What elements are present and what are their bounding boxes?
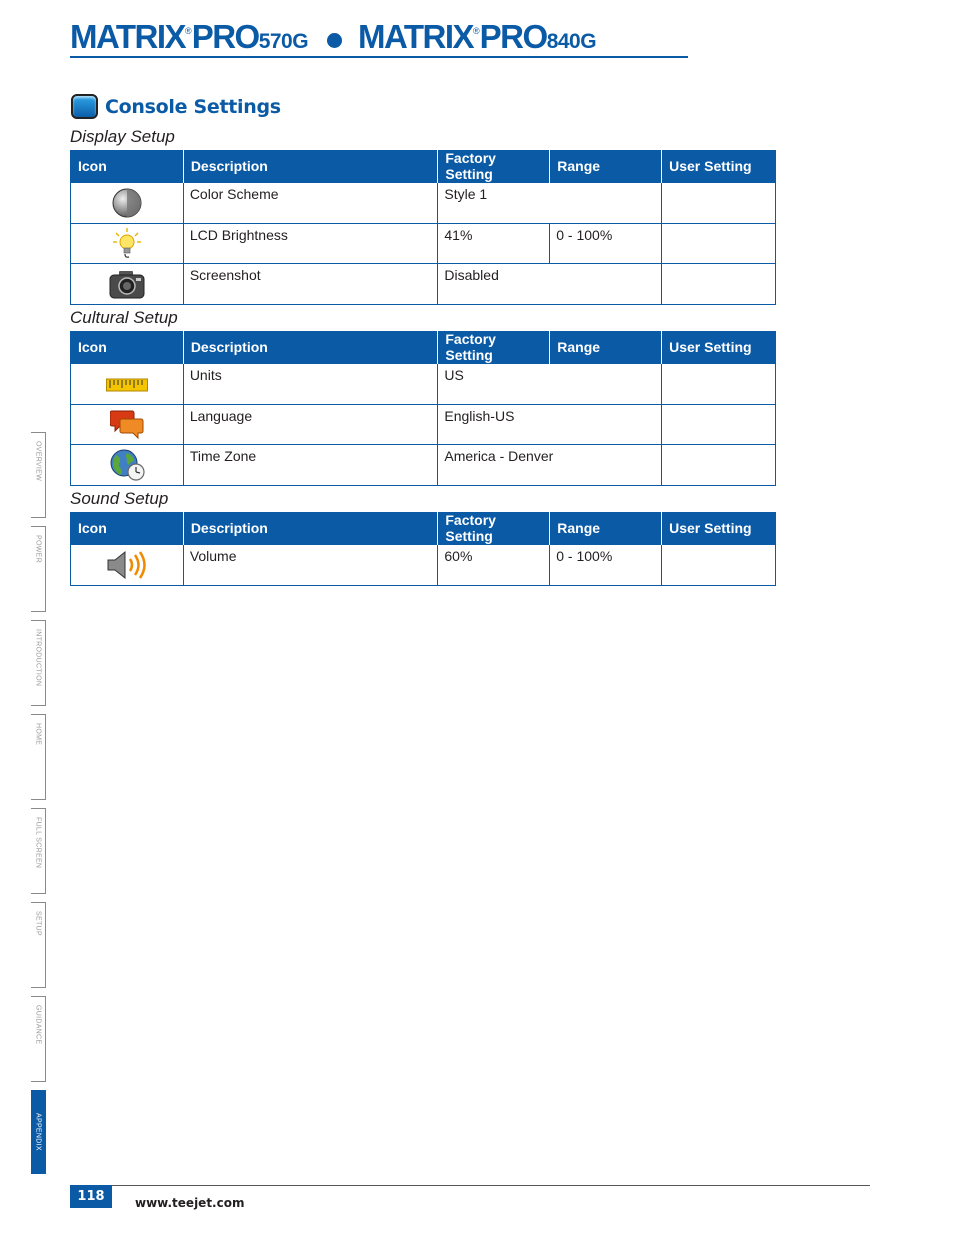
column-header-range: Range <box>550 331 662 364</box>
description-cell: Volume <box>183 545 438 586</box>
table-row <box>71 364 776 405</box>
user-setting-cell[interactable] <box>662 545 776 586</box>
product-a <box>70 18 308 56</box>
icon-cell <box>71 223 184 264</box>
product-b-model: 840G <box>546 30 597 53</box>
factory-setting-cell: English-US <box>438 404 662 445</box>
table-row <box>71 545 776 586</box>
column-header-icon: Icon <box>71 512 184 545</box>
lightbulb-icon <box>112 227 142 259</box>
tab-guidance[interactable] <box>31 996 46 1082</box>
description-cell: Language <box>183 404 438 445</box>
color-scheme-icon <box>111 187 143 219</box>
table-row <box>71 404 776 445</box>
page-number: 118 <box>70 1185 112 1208</box>
factory-setting-cell: US <box>438 364 662 405</box>
registered-mark: ® <box>473 26 480 36</box>
cultural-setup-table <box>70 331 776 486</box>
factory-setting-cell: Style 1 <box>438 183 662 224</box>
description-cell: Screenshot <box>183 264 438 305</box>
section-heading <box>71 94 281 119</box>
product-a-model: 570G <box>258 30 309 53</box>
icon-cell <box>71 545 184 586</box>
header-rule <box>70 56 688 58</box>
page-title: Console Settings <box>105 95 281 118</box>
tab-label: SETUP <box>34 911 42 936</box>
user-setting-cell[interactable] <box>662 364 776 405</box>
description-cell: LCD Brightness <box>183 223 438 264</box>
user-setting-cell[interactable] <box>662 264 776 305</box>
globe-clock-icon <box>109 449 145 481</box>
tab-label: FULL SCREEN <box>34 817 42 869</box>
speech-bubbles-icon <box>110 408 144 440</box>
column-header-user-setting: User Setting <box>662 331 776 364</box>
tab-label: INTRODUCTION <box>34 629 42 687</box>
product-a-name: MATRIX <box>70 18 186 55</box>
table-header-row <box>71 331 776 364</box>
range-cell: 0 - 100% <box>550 545 662 586</box>
tab-label: POWER <box>34 535 42 563</box>
user-setting-cell[interactable] <box>662 445 776 486</box>
tab-label: OVERVIEW <box>34 441 42 482</box>
user-setting-cell[interactable] <box>662 404 776 445</box>
display-setup-heading: Display Setup <box>70 127 175 146</box>
tab-setup[interactable] <box>31 902 46 988</box>
speaker-icon <box>106 549 148 581</box>
website-link[interactable]: www.teejet.com <box>135 1196 245 1210</box>
table-row <box>71 183 776 224</box>
sound-setup-heading: Sound Setup <box>70 489 169 508</box>
table-row <box>71 445 776 486</box>
icon-cell <box>71 183 184 224</box>
range-cell: 0 - 100% <box>550 223 662 264</box>
footer-rule <box>112 1185 870 1186</box>
product-b-name: MATRIX <box>357 18 474 55</box>
tab-full-screen[interactable] <box>31 808 46 894</box>
user-setting-cell[interactable] <box>662 183 776 224</box>
column-header-factory-setting: Factory Setting <box>438 331 550 364</box>
column-header-description: Description <box>183 512 438 545</box>
tab-label: GUIDANCE <box>34 1005 42 1045</box>
factory-setting-cell: America - Denver <box>438 445 662 486</box>
column-header-description: Description <box>183 150 438 183</box>
column-header-range: Range <box>550 150 662 183</box>
tab-appendix[interactable] <box>31 1090 46 1174</box>
product-b <box>358 18 596 56</box>
tab-introduction[interactable] <box>31 620 46 706</box>
factory-setting-cell: 60% <box>438 545 550 586</box>
ruler-icon <box>106 378 148 392</box>
table-row <box>71 264 776 305</box>
column-header-range: Range <box>550 512 662 545</box>
product-b-line: PRO <box>479 18 547 55</box>
table-header-row <box>71 150 776 183</box>
tab-overview[interactable] <box>31 432 46 518</box>
tab-power[interactable] <box>31 526 46 612</box>
factory-setting-cell: Disabled <box>438 264 662 305</box>
icon-cell <box>71 404 184 445</box>
sound-setup-table <box>70 512 776 586</box>
display-setup-table <box>70 150 776 305</box>
registered-mark: ® <box>185 26 192 36</box>
icon-cell <box>71 445 184 486</box>
icon-cell <box>71 264 184 305</box>
column-header-user-setting: User Setting <box>662 512 776 545</box>
column-header-factory-setting: Factory Setting <box>438 512 550 545</box>
column-header-icon: Icon <box>71 331 184 364</box>
column-header-description: Description <box>183 331 438 364</box>
table-row <box>71 223 776 264</box>
description-cell: Time Zone <box>183 445 438 486</box>
product-title <box>70 18 596 58</box>
product-a-line: PRO <box>191 18 259 55</box>
icon-cell <box>71 364 184 405</box>
factory-setting-cell: 41% <box>438 223 550 264</box>
user-setting-cell[interactable] <box>662 223 776 264</box>
description-cell: Color Scheme <box>183 183 438 224</box>
column-header-icon: Icon <box>71 150 184 183</box>
column-header-user-setting: User Setting <box>662 150 776 183</box>
tab-home[interactable] <box>31 714 46 800</box>
tab-label: HOME <box>34 723 42 746</box>
description-cell: Units <box>183 364 438 405</box>
monitor-icon <box>71 94 98 119</box>
camera-icon <box>109 269 145 299</box>
column-header-factory-setting: Factory Setting <box>438 150 550 183</box>
table-header-row <box>71 512 776 545</box>
tab-label: APPENDIX <box>34 1113 42 1151</box>
cultural-setup-heading: Cultural Setup <box>70 308 178 327</box>
bullet-separator <box>327 33 342 48</box>
